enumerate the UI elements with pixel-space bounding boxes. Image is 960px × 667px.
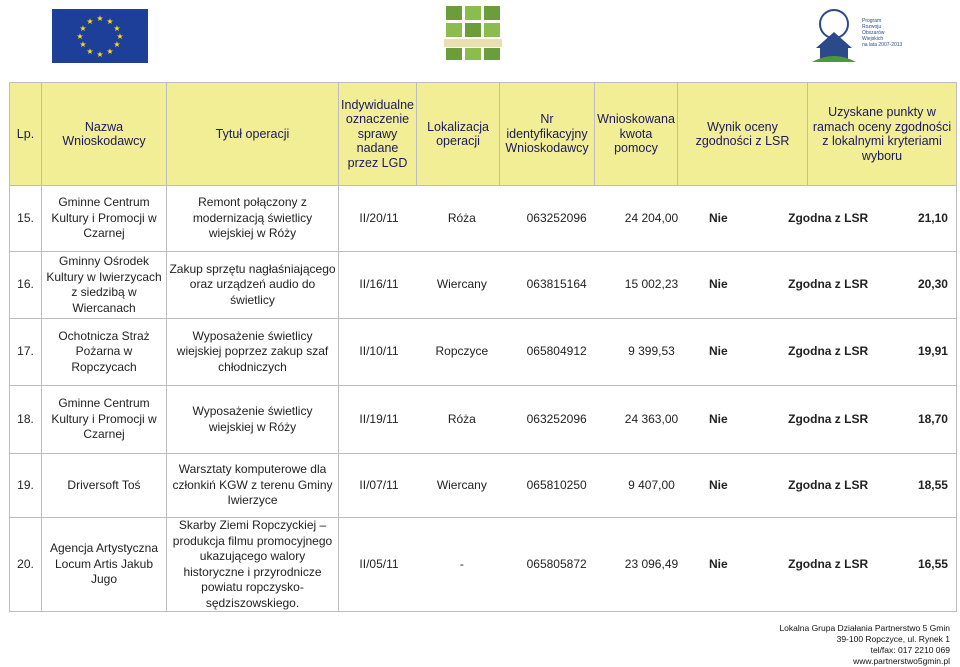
footer-contact <box>779 623 950 667</box>
cell-flag: Nie <box>708 411 728 426</box>
cell-points: 18,55 <box>917 477 948 492</box>
svg-text:★: ★ <box>106 17 114 26</box>
cell-location: Wiercany <box>436 477 487 492</box>
cell-applicant: Driversoft Toś <box>42 454 167 518</box>
footer-phone: tel/fax: 017 2210 069 <box>870 645 950 655</box>
cell-applicant-id: 063252096 <box>526 210 587 225</box>
cell-amount: 15 002,23 <box>624 277 679 292</box>
cell-points: 16,55 <box>917 556 948 571</box>
header-amount: Wnioskowana kwota pomocy <box>595 83 678 186</box>
cell-details <box>339 186 957 252</box>
cell-title: Warsztaty komputerowe dla członkiń KGW z terenu Gminy Iwierzyce <box>167 454 339 518</box>
cell-points: 21,10 <box>917 210 948 225</box>
header-id-mark: Indywidualne oznaczenie sprawy nadane przez LGD <box>339 83 417 186</box>
prow-text: Program Rozwoju Obszarów Wiejskich na lata 2007-2013 <box>862 18 903 48</box>
cell-details <box>339 454 957 518</box>
cell-details <box>339 518 957 612</box>
cell-result: Zgodna z LSR <box>788 477 869 492</box>
cell-flag: Nie <box>708 210 728 225</box>
cell-location: Ropczyce <box>435 344 489 359</box>
svg-text:★: ★ <box>96 14 104 23</box>
cell-details <box>339 252 957 319</box>
cell-location: Wiercany <box>436 277 487 292</box>
cell-applicant-id: 063815164 <box>526 277 587 292</box>
cell-applicant-id: 063252096 <box>526 411 587 426</box>
cell-points: 20,30 <box>917 277 948 292</box>
cell-applicant: Gminny Ośrodek Kultury w Iwierzycach z siedzibą w Wiercanach <box>42 252 167 319</box>
prow-house-icon <box>808 4 860 66</box>
cell-applicant-id: 065805872 <box>526 556 587 571</box>
cell-details <box>339 386 957 454</box>
cell-result: Zgodna z LSR <box>788 277 869 292</box>
cell-mark: II/05/11 <box>359 556 399 571</box>
footer-address: 39-100 Ropczyce, ul. Rynek 1 <box>836 634 950 644</box>
header-compliance: Wynik oceny zgodności z LSR <box>678 83 808 186</box>
svg-text:★: ★ <box>116 32 124 41</box>
cell-amount: 24 363,00 <box>624 411 679 426</box>
header-lp: Lp. <box>10 83 42 186</box>
cell-location: Róża <box>447 210 476 225</box>
leader-logo-icon <box>444 4 502 62</box>
svg-text:★: ★ <box>79 40 87 49</box>
svg-text:★: ★ <box>79 24 87 33</box>
cell-lp: 17. <box>10 319 42 386</box>
cell-result: Zgodna z LSR <box>788 411 869 426</box>
cell-amount: 9 399,53 <box>628 344 675 359</box>
svg-text:★: ★ <box>86 17 94 26</box>
cell-location: - <box>459 556 464 571</box>
cell-title: Remont połączony z modernizacją świetlicy wiejskiej w Róży <box>167 186 339 252</box>
cell-title: Zakup sprzętu nagłaśniającego oraz urządzeń audio do świetlicy <box>167 252 339 319</box>
cell-result: Zgodna z LSR <box>788 210 869 225</box>
svg-text:★: ★ <box>113 40 121 49</box>
cell-flag: Nie <box>708 277 728 292</box>
cell-mark: II/19/11 <box>359 411 399 426</box>
cell-mark: II/07/11 <box>359 477 399 492</box>
cell-lp: 16. <box>10 252 42 319</box>
table-row <box>10 518 957 612</box>
cell-lp: 19. <box>10 454 42 518</box>
svg-text:★: ★ <box>86 47 94 56</box>
table-row <box>10 186 957 252</box>
footer-website: www.partnerstwo5gmin.pl <box>853 656 950 666</box>
header-points: Uzyskane punkty w ramach oceny zgodności z lokalnymi kryteriami wyboru <box>808 83 957 186</box>
cell-amount: 23 096,49 <box>624 556 679 571</box>
cell-location: Róża <box>447 411 476 426</box>
svg-text:★: ★ <box>96 50 104 59</box>
cell-applicant-id: 065810250 <box>526 477 587 492</box>
cell-applicant: Agencja Artystyczna Locum Artis Jakub Jugo <box>42 518 167 612</box>
table-header-row <box>10 83 957 186</box>
cell-title: Skarby Ziemi Ropczyckiej – produkcja filmu promocyjnego ukazującego walory historyczne i przyrodnicze powiatu ropczysko-sędziszowskiego. <box>167 518 339 612</box>
cell-flag: Nie <box>708 344 728 359</box>
svg-text:★: ★ <box>113 24 121 33</box>
eu-flag-icon <box>52 9 148 63</box>
table-row <box>10 386 957 454</box>
logo-bar <box>0 0 960 80</box>
cell-lp: 18. <box>10 386 42 454</box>
cell-applicant: Gminne Centrum Kultury i Promocji w Czarnej <box>42 186 167 252</box>
cell-applicant: Ochotnicza Straż Pożarna w Ropczycach <box>42 319 167 386</box>
table-row <box>10 319 957 386</box>
prow-logo <box>808 4 918 66</box>
cell-points: 18,70 <box>917 411 948 426</box>
svg-text:★: ★ <box>76 32 84 41</box>
cell-result: Zgodna z LSR <box>788 344 869 359</box>
cell-title: Wyposażenie świetlicy wiejskiej w Róży <box>167 386 339 454</box>
cell-points: 19,91 <box>917 344 948 359</box>
table-row <box>10 454 957 518</box>
cell-amount: 9 407,00 <box>628 477 675 492</box>
header-applicant-id: Nr identyfikacyjny Wnioskodawcy <box>500 83 595 186</box>
cell-mark: II/20/11 <box>359 210 399 225</box>
cell-applicant-id: 065804912 <box>526 344 587 359</box>
cell-applicant: Gminne Centrum Kultury i Promocji w Czarnej <box>42 386 167 454</box>
header-applicant: Nazwa Wnioskodawcy <box>42 83 167 186</box>
cell-flag: Nie <box>708 556 728 571</box>
header-location: Lokalizacja operacji <box>417 83 500 186</box>
cell-result: Zgodna z LSR <box>788 556 869 571</box>
cell-lp: 15. <box>10 186 42 252</box>
cell-lp: 20. <box>10 518 42 612</box>
cell-mark: II/10/11 <box>359 344 399 359</box>
header-title: Tytuł operacji <box>167 83 339 186</box>
cell-title: Wyposażenie świetlicy wiejskiej poprzez zakup szaf chłodniczych <box>167 319 339 386</box>
cell-flag: Nie <box>708 477 728 492</box>
svg-text:★: ★ <box>106 47 114 56</box>
footer-org: Lokalna Grupa Działania Partnerstwo 5 Gmin <box>779 623 950 633</box>
ranking-table <box>9 82 957 612</box>
cell-details <box>339 319 957 386</box>
cell-mark: II/16/11 <box>359 277 399 292</box>
table-row <box>10 252 957 319</box>
cell-amount: 24 204,00 <box>624 210 679 225</box>
